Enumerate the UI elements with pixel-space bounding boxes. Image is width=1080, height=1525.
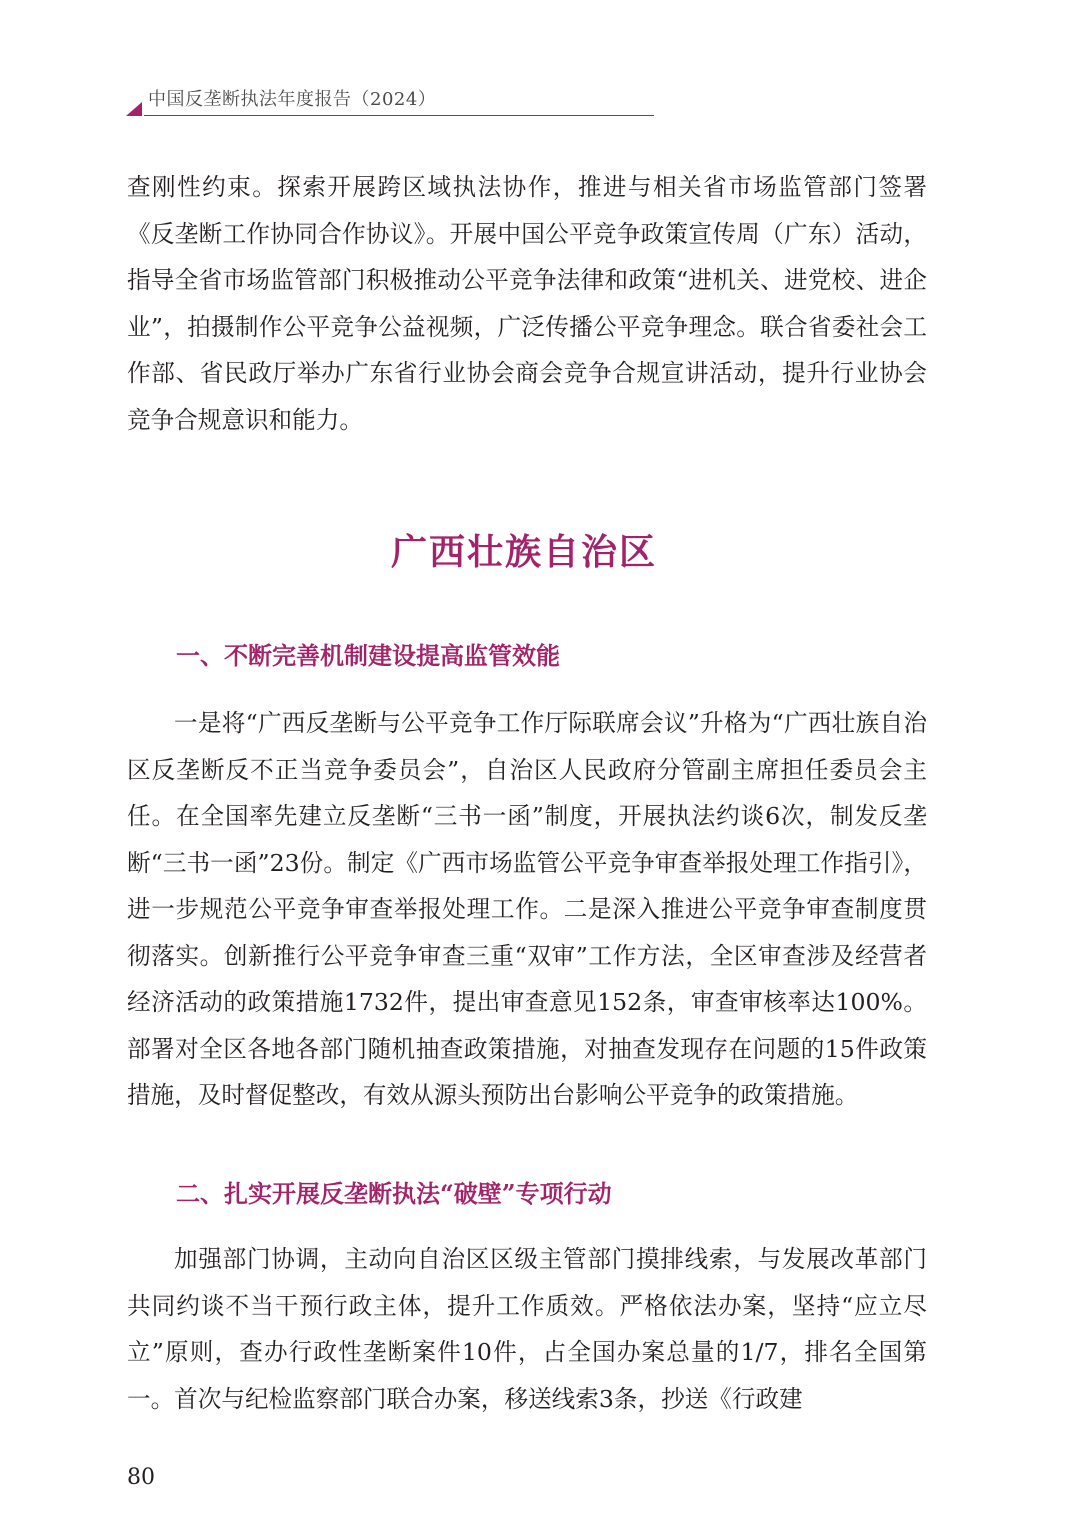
region-title: 广西壮族自治区 [390,532,657,573]
body-paragraph-2: 一是将“广西反垄断与公平竞争工作厅际联席会议”升格为“广西壮族自治区反垄断反不正当竞争委员会”，自治区人民政府分管副主席担任委员会主任。在全国率先建立反垄断“三书一函”制度，开展执法约谈6次，制发反垄断“三书一函”23份。制定《广西市场监管公平竞争审查举报处理工作指引》，进一步规范公平竞争审查举报处理工作。二是深入推进公平竞争审查制度贯彻落实。创新推行公平竞争审查三重“双审”工作方法，全区审查涉及经营者经济活动的政策措施1732件，提出审查意见152条，审查审核率达100%。部署对全区各地各部门随机抽查政策措施，对抽查发现存在问题的15件政策措施，及时督促整改，有效从源头预防出台影响公平竞争的政策措施。 [127,709,927,1109]
header-title: 中国反垄断执法年度报告（2024） [148,89,437,110]
body-paragraph-3: 加强部门协调，主动向自治区区级主管部门摸排线索，与发展改革部门共同约谈不当干预行政主体，提升工作质效。严格依法办案，坚持“应立尽立”原则，查办行政性垄断案件10件，占全国办案总量的1/7，排名全国第一。首次与纪检监察部门联合办案，移送线索3条，抄送《行政建 [127,1245,927,1413]
header-rule [144,115,654,116]
section-heading-1: 一、不断完善机制建设提高监管效能 [176,641,560,670]
header-triangle-icon [126,102,142,116]
running-header [126,88,656,118]
body-paragraph-1: 查刚性约束。探索开展跨区域执法协作，推进与相关省市场监管部门签署《反垄断工作协同合作协议》。开展中国公平竞争政策宣传周（广东）活动，指导全省市场监管部门积极推动公平竞争法律和政策“进机关、进党校、进企业”，拍摄制作公平竞争公益视频，广泛传播公平竞争理念。联合省委社会工作部、省民政厅举办广东省行业协会商会竞争合规宣讲活动，提升行业协会竞争合规意识和能力。 [127,173,927,434]
page-number: 80 [127,1465,155,1490]
section-heading-2: 二、扎实开展反垄断执法“破壁”专项行动 [176,1179,612,1208]
